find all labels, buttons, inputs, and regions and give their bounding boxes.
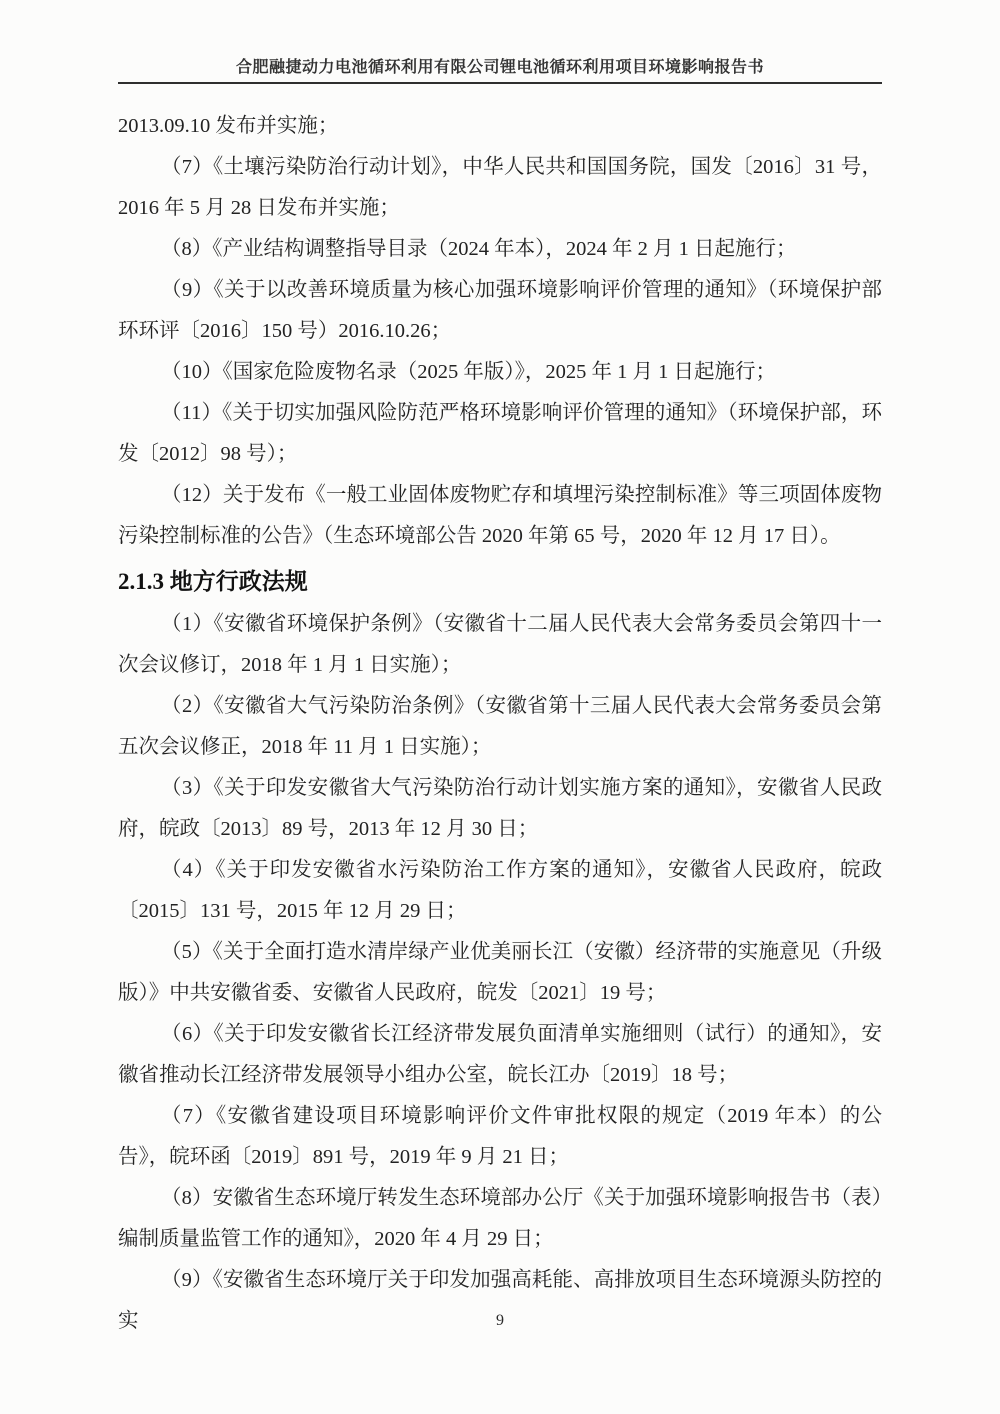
paragraph: （8）《产业结构调整指导目录（2024 年本），2024 年 2 月 1 日起施行； — [161, 238, 797, 260]
paragraph: （6）《关于印发安徽省长江经济带发展负面清单实施细则（试行）的通知》，安徽省推动长江经济带发展领导小组办公室，皖长江办〔2019〕18 号； — [118, 1023, 882, 1086]
paragraph: （10）《国家危险废物名录（2025 年版）》，2025 年 1 月 1 日起施行； — [161, 361, 777, 383]
section-heading: 2.1.3 地方行政法规 — [118, 569, 308, 594]
paragraph: （3）《关于印发安徽省大气污染防治行动计划实施方案的通知》，安徽省人民政府，皖政〔2013〕89 号，2013 年 12 月 30 日； — [118, 777, 882, 840]
paragraph: （7）《安徽省建设项目环境影响评价文件审批权限的规定（2019 年本）的公告》，皖环函〔2019〕891 号，2019 年 9 月 21 日； — [118, 1105, 882, 1168]
paragraph: （7）《土壤污染防治行动计划》，中华人民共和国国务院，国发〔2016〕31 号，2016 年 5 月 28 日发布并实施； — [118, 156, 882, 219]
paragraph: （1）《安徽省环境保护条例》（安徽省十二届人民代表大会常务委员会第四十一次会议修订，2018 年 1 月 1 日实施）； — [118, 613, 882, 676]
paragraph: （8）安徽省生态环境厅转发生态环境部办公厅《关于加强环境影响报告书（表）编制质量监管工作的通知》，2020 年 4 月 29 日； — [118, 1187, 882, 1250]
report-header-title: 合肥融捷动力电池循环利用有限公司锂电池循环利用项目环境影响报告书 — [235, 59, 764, 76]
paragraph: （5）《关于全面打造水清岸绿产业优美丽长江（安徽）经济带的实施意见（升级版）》中共安徽省委、安徽省人民政府，皖发〔2021〕19 号； — [118, 941, 882, 1004]
paragraph: （11）《关于切实加强风险防范严格环境影响评价管理的通知》（环境保护部，环发〔2012〕98 号）； — [118, 402, 882, 465]
page-header — [118, 0, 882, 84]
page-content — [118, 106, 882, 1342]
paragraph: （2）《安徽省大气污染防治条例》（安徽省第十三届人民代表大会常务委员会第五次会议修正，2018 年 11 月 1 日实施）； — [118, 695, 882, 758]
paragraph: 2013.09.10 发布并实施； — [118, 115, 339, 137]
paragraph: （9）《安徽省生态环境厅关于印发加强高耗能、高排放项目生态环境源头防控的实 — [118, 1269, 882, 1332]
paragraph: （4）《关于印发安徽省水污染防治工作方案的通知》，安徽省人民政府，皖政〔2015〕131 号，2015 年 12 月 29 日； — [118, 859, 882, 922]
page-number: 9 — [496, 1312, 504, 1329]
paragraph: （12）关于发布《一般工业固体废物贮存和填埋污染控制标准》等三项固体废物污染控制标准的公告》（生态环境部公告 2020 年第 65 号，2020 年 12 月 17 日）。 — [118, 484, 882, 547]
paragraph: （9）《关于以改善环境质量为核心加强环境影响评价管理的通知》（环境保护部环环评〔2016〕150 号）2016.10.26； — [118, 279, 882, 342]
